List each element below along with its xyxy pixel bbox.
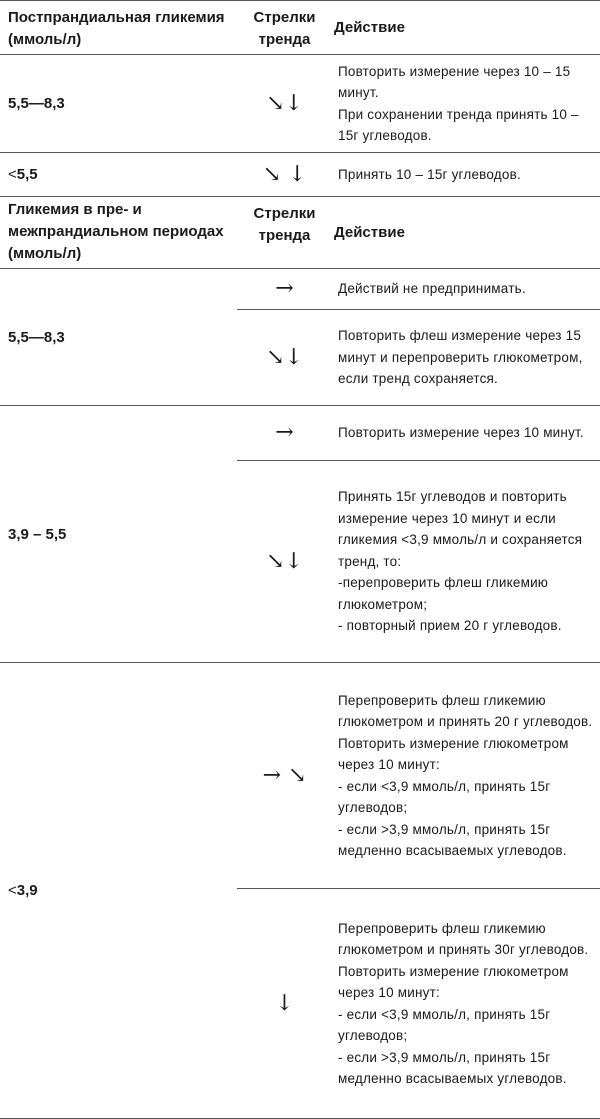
action-text: Действий не предпринимать. xyxy=(332,269,600,310)
trend-right-diagonal-arrows-icon: → ↘ xyxy=(262,762,307,788)
table-row xyxy=(0,406,600,461)
header-postprandial-glycemia: Постпрандиальная гликемия (ммоль/л) xyxy=(0,1,237,55)
header-trend-arrows: Стрелки тренда xyxy=(237,1,332,55)
glycemia-range: <3,9 xyxy=(0,663,237,1119)
action-text: Перепроверить флеш гликемию глюкометром и принять 20 г углеводов. Повторить измерение глюкометром через 10 минут: - если <3,9 ммоль/л, принять 15г углеводов; - если >3,9 ммоль/л, принять 15г медленно всасываемых углеводов. xyxy=(332,663,600,889)
header-action: Действие xyxy=(332,1,600,55)
glycemia-range: 3,9 – 5,5 xyxy=(0,406,237,663)
action-text: Повторить измерение через 10 минут. xyxy=(332,406,600,461)
header-row-postprandial xyxy=(0,1,600,55)
trend-right-arrow-icon: → xyxy=(275,276,294,301)
trend-down-arrows-icon: ↘↓ xyxy=(266,344,303,370)
less-than-sign: < xyxy=(8,166,17,183)
table-row xyxy=(0,153,600,197)
header-action: Действие xyxy=(332,197,600,269)
trend-down-arrows-icon: ↘↓ xyxy=(266,548,303,574)
action-text: Принять 10 – 15г углеводов. xyxy=(332,153,600,197)
table-row xyxy=(0,55,600,153)
table-row xyxy=(0,269,600,310)
glycemia-range: <5,5 xyxy=(0,153,237,197)
action-text: Принять 15г углеводов и повторить измерение через 10 минут и если гликемия <3,9 ммоль/л и сохраняется тренд, то: -перепроверить флеш гликемию глюкометром; - повторный прием 20 г углеводов. xyxy=(332,461,600,663)
action-text: Перепроверить флеш гликемию глюкометром и принять 30г углеводов. Повторить измерение глюкометром через 10 минут: - если <3,9 ммоль/л, принять 15г углеводов; - если >3,9 ммоль/л, принять 15г медленно всасываемых углеводов. xyxy=(332,889,600,1119)
action-text: Повторить флеш измерение через 15 минут и перепроверить глюкометром, если тренд сохраняется. xyxy=(332,310,600,406)
header-pre-interprandial-glycemia: Гликемия в пре- и межпрандиальном периодах (ммоль/л) xyxy=(0,197,237,269)
less-than-sign: < xyxy=(8,882,17,899)
action-text: Повторить измерение через 10 – 15 минут. При сохранении тренда принять 10 – 15г углеводов. xyxy=(332,55,600,153)
trend-right-arrow-icon: → xyxy=(275,420,294,445)
trend-down-arrow-icon: ↓ xyxy=(275,990,294,1016)
trend-down-arrows-icon: ↘ ↓ xyxy=(262,161,307,187)
glycemia-range: 5,5—8,3 xyxy=(0,55,237,153)
trend-down-arrows-icon: ↘↓ xyxy=(266,90,303,116)
header-row-preprandial xyxy=(0,197,600,269)
glycemia-range: 5,5—8,3 xyxy=(0,269,237,406)
header-trend-arrows: Стрелки тренда xyxy=(237,197,332,269)
table-row xyxy=(0,663,600,889)
